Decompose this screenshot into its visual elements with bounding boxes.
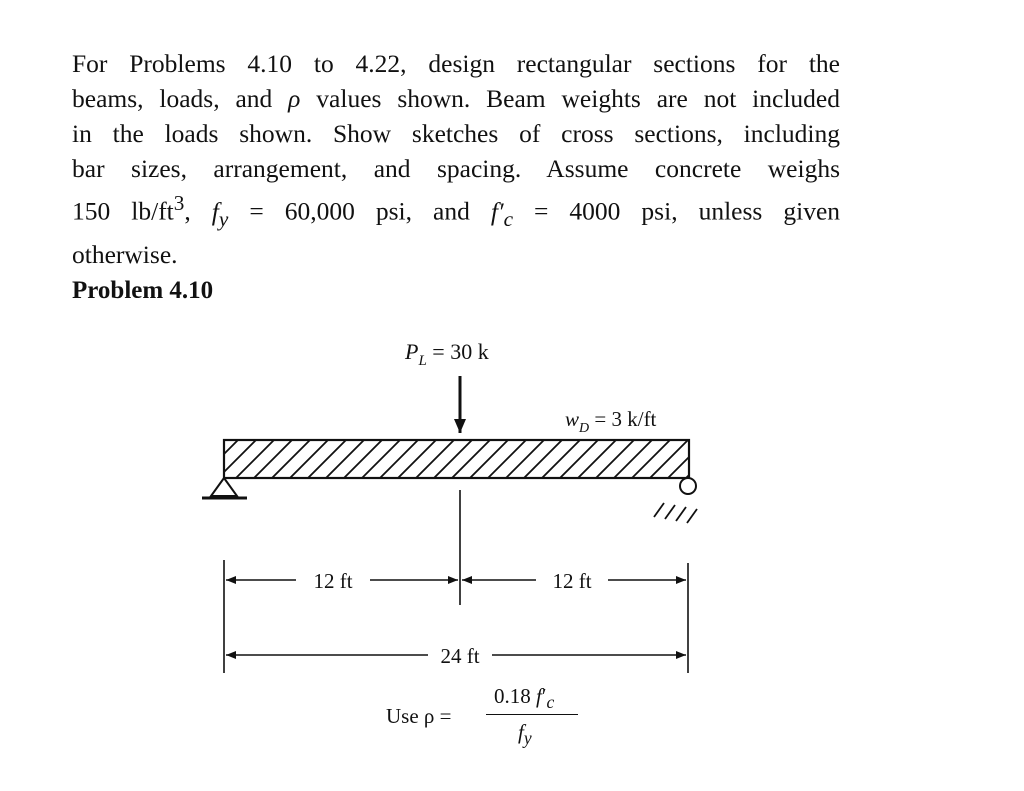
dim-total-label: 24 ft [440,644,480,668]
statement-line-1: For Problems 4.10 to 4.22, design rectangular sections for the [72,49,840,78]
statement-line-5: 150 $lb/ft^3$, $f_y = 60,000$ psi, and $f'_c = 4000$ psi, unless given [72,191,841,231]
statement-line-4: bar sizes, arrangement, and spacing. Assume concrete weighs [72,154,840,183]
problem-heading: Problem 4.10 [72,277,214,304]
rho-symbol: ρ [288,84,301,113]
formula-lhs: Use ρ = [386,704,452,728]
distributed-load-label: $w_D = 3$ k/ft [565,407,657,436]
dim-left-label: 12 ft [313,569,353,593]
statement-line-3: in the loads shown. Show sketches of cross sections, including [72,119,840,148]
hatched-beam [200,440,724,478]
fy-symbol: $f_y$ [211,196,229,231]
statement-line-6: otherwise. [72,239,178,269]
rho-formula [386,684,586,754]
fc-prime-symbol: $f'_c$ [490,196,513,231]
formula-numerator: 0.18 $f'_c$ [494,684,555,713]
dimension-left [226,569,458,593]
dimension-right [462,569,686,593]
point-load-label: $P_L = 30$ k [405,339,489,369]
fraction-bar [486,714,578,715]
pin-support [202,478,247,498]
dim-right-label: 12 ft [552,569,592,593]
roller-support [654,478,704,523]
formula-denominator: $f_y$ [518,720,532,749]
statement-line-2: beams, loads, and ρ values shown. Beam weights are not included [72,84,840,113]
dimension-total [226,644,686,668]
